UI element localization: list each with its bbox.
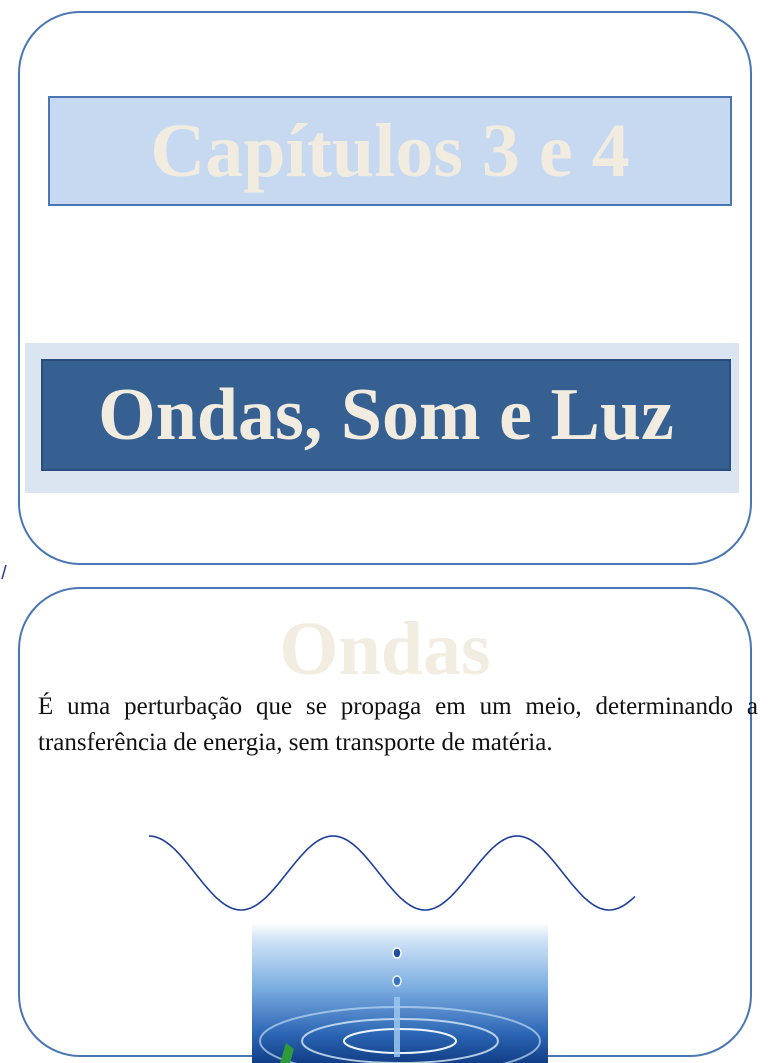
definition-text: É uma perturbação que se propaga em um meio, determinando a transferência de energia, sem transporte de matéria. <box>38 693 758 756</box>
slide-title-ondas: Ondas <box>279 607 491 691</box>
water-drop-icon <box>252 923 548 1063</box>
main-title: Ondas, Som e Luz <box>98 374 674 456</box>
title-band <box>25 343 739 493</box>
chapter-label: Capítulos 3 e 4 <box>150 109 630 193</box>
slide-waves <box>18 587 758 1057</box>
sine-wave-icon <box>146 829 638 919</box>
slide-title <box>18 11 752 565</box>
corner-mark-icon <box>0 563 8 581</box>
chapter-box <box>48 96 732 206</box>
main-title-box <box>41 359 731 471</box>
